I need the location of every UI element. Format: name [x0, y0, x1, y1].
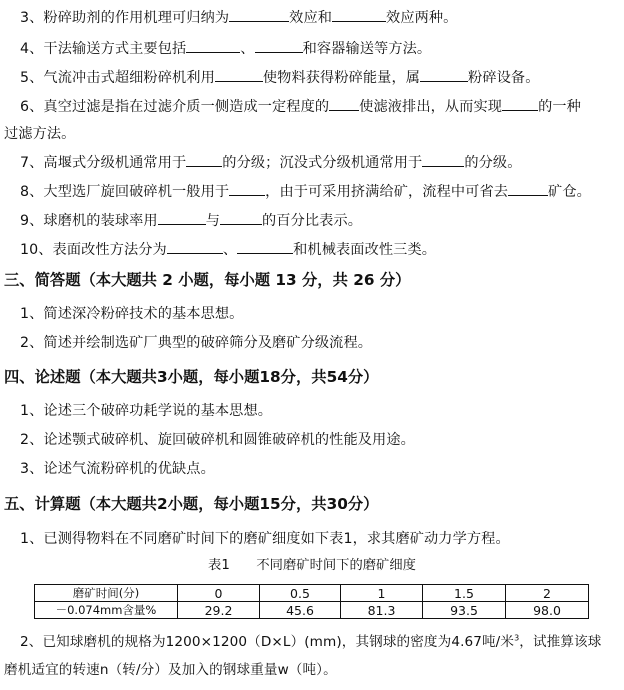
- section-5-question-2: 2、已知球磨机的规格为1200×1200（D×L）(mm)，其钢球的密度为4.67吨/米$^3$，试推算该球: [20, 633, 602, 650]
- answer-blank: [329, 96, 359, 111]
- section-4-heading: 四、论述题（本大题共3小题，每小题18分，共54分）: [4, 368, 379, 386]
- table-row-label: －0.074mm含量%: [35, 602, 178, 619]
- answer-blank: [229, 7, 289, 22]
- table-cell: 98.0: [506, 602, 589, 619]
- section-3-item-2: 2、简述并绘制选矿厂典型的破碎筛分及磨矿分级流程。: [20, 335, 373, 351]
- table-cell: 1: [341, 585, 423, 602]
- table-cell: 45.6: [260, 602, 341, 619]
- question-5: 5、气流冲击式超细粉碎机利用 使物料获得粉碎能量，属 粉碎设备。: [20, 67, 540, 88]
- answer-blank: [332, 7, 386, 22]
- table-cell: 0.5: [260, 585, 341, 602]
- section-4-item-3: 3、论述气流粉碎机的优缺点。: [20, 461, 215, 477]
- answer-blank: [237, 239, 293, 254]
- answer-blank: [420, 67, 468, 82]
- answer-blank: [158, 210, 206, 225]
- table-row: [35, 602, 589, 619]
- section-5-question-1: 1、已测得物料在不同磨矿时间下的磨矿细度如下表1，求其磨矿动力学方程。: [20, 531, 510, 547]
- table-title: 表1 不同磨矿时间下的磨矿细度: [208, 558, 416, 573]
- answer-blank: [186, 38, 240, 53]
- answer-blank: [255, 38, 303, 53]
- question-4: 4、干法输送方式主要包括 、 和容器输送等方法。: [20, 38, 431, 59]
- answer-blank: [508, 181, 548, 196]
- answer-blank: [502, 96, 538, 111]
- section-3-heading: 三、简答题（本大题共 2 小题，每小题 13 分，共 26 分）: [4, 271, 411, 289]
- answer-blank: [215, 67, 263, 82]
- answer-blank: [186, 152, 222, 167]
- table-cell: 0: [178, 585, 260, 602]
- section-5-heading: 五、计算题（本大题共2小题，每小题15分，共30分）: [4, 495, 379, 513]
- answer-blank: [167, 239, 223, 254]
- question-8: 8、大型选厂旋回破碎机一般用于 ，由于可采用挤满给矿，流程中可省去 矿仓。: [20, 181, 591, 202]
- question-6: 6、真空过滤是指在过滤介质一侧造成一定程度的 使滤液排出，从而实现 的一种: [20, 96, 581, 117]
- section-4-item-1: 1、论述三个破碎功耗学说的基本思想。: [20, 403, 273, 419]
- answer-blank: [422, 152, 464, 167]
- section-4-item-2: 2、论述颚式破碎机、旋回破碎机和圆锥破碎机的性能及用途。: [20, 432, 415, 448]
- section-3-item-1: 1、简述深冷粉碎技术的基本思想。: [20, 306, 244, 322]
- table-cell: 2: [506, 585, 589, 602]
- table-cell: 1.5: [423, 585, 506, 602]
- answer-blank: [220, 210, 262, 225]
- table-row-label: 磨矿时间(分): [35, 585, 178, 602]
- table-cell: 29.2: [178, 602, 260, 619]
- question-7: 7、高堰式分级机通常用于 的分级；沉没式分级机通常用于 的分级。: [20, 152, 521, 173]
- grinding-fineness-table: [34, 584, 589, 619]
- question-3: 3、粉碎助剂的作用机理可归纳为 效应和 效应两种。: [20, 7, 457, 28]
- answer-blank: [229, 181, 265, 196]
- question-6-continued: 过滤方法。: [4, 126, 76, 142]
- question-9: 9、球磨机的装球率用 与 的百分比表示。: [20, 210, 362, 231]
- table-cell: 93.5: [423, 602, 506, 619]
- table-cell: 81.3: [341, 602, 423, 619]
- question-10: 10、表面改性方法分为 、 和机械表面改性三类。: [20, 239, 436, 260]
- section-5-question-2-continued: 磨机适宜的转速n（转/分）及加入的钢球重量w（吨）。: [4, 662, 337, 678]
- table-row: [35, 585, 589, 602]
